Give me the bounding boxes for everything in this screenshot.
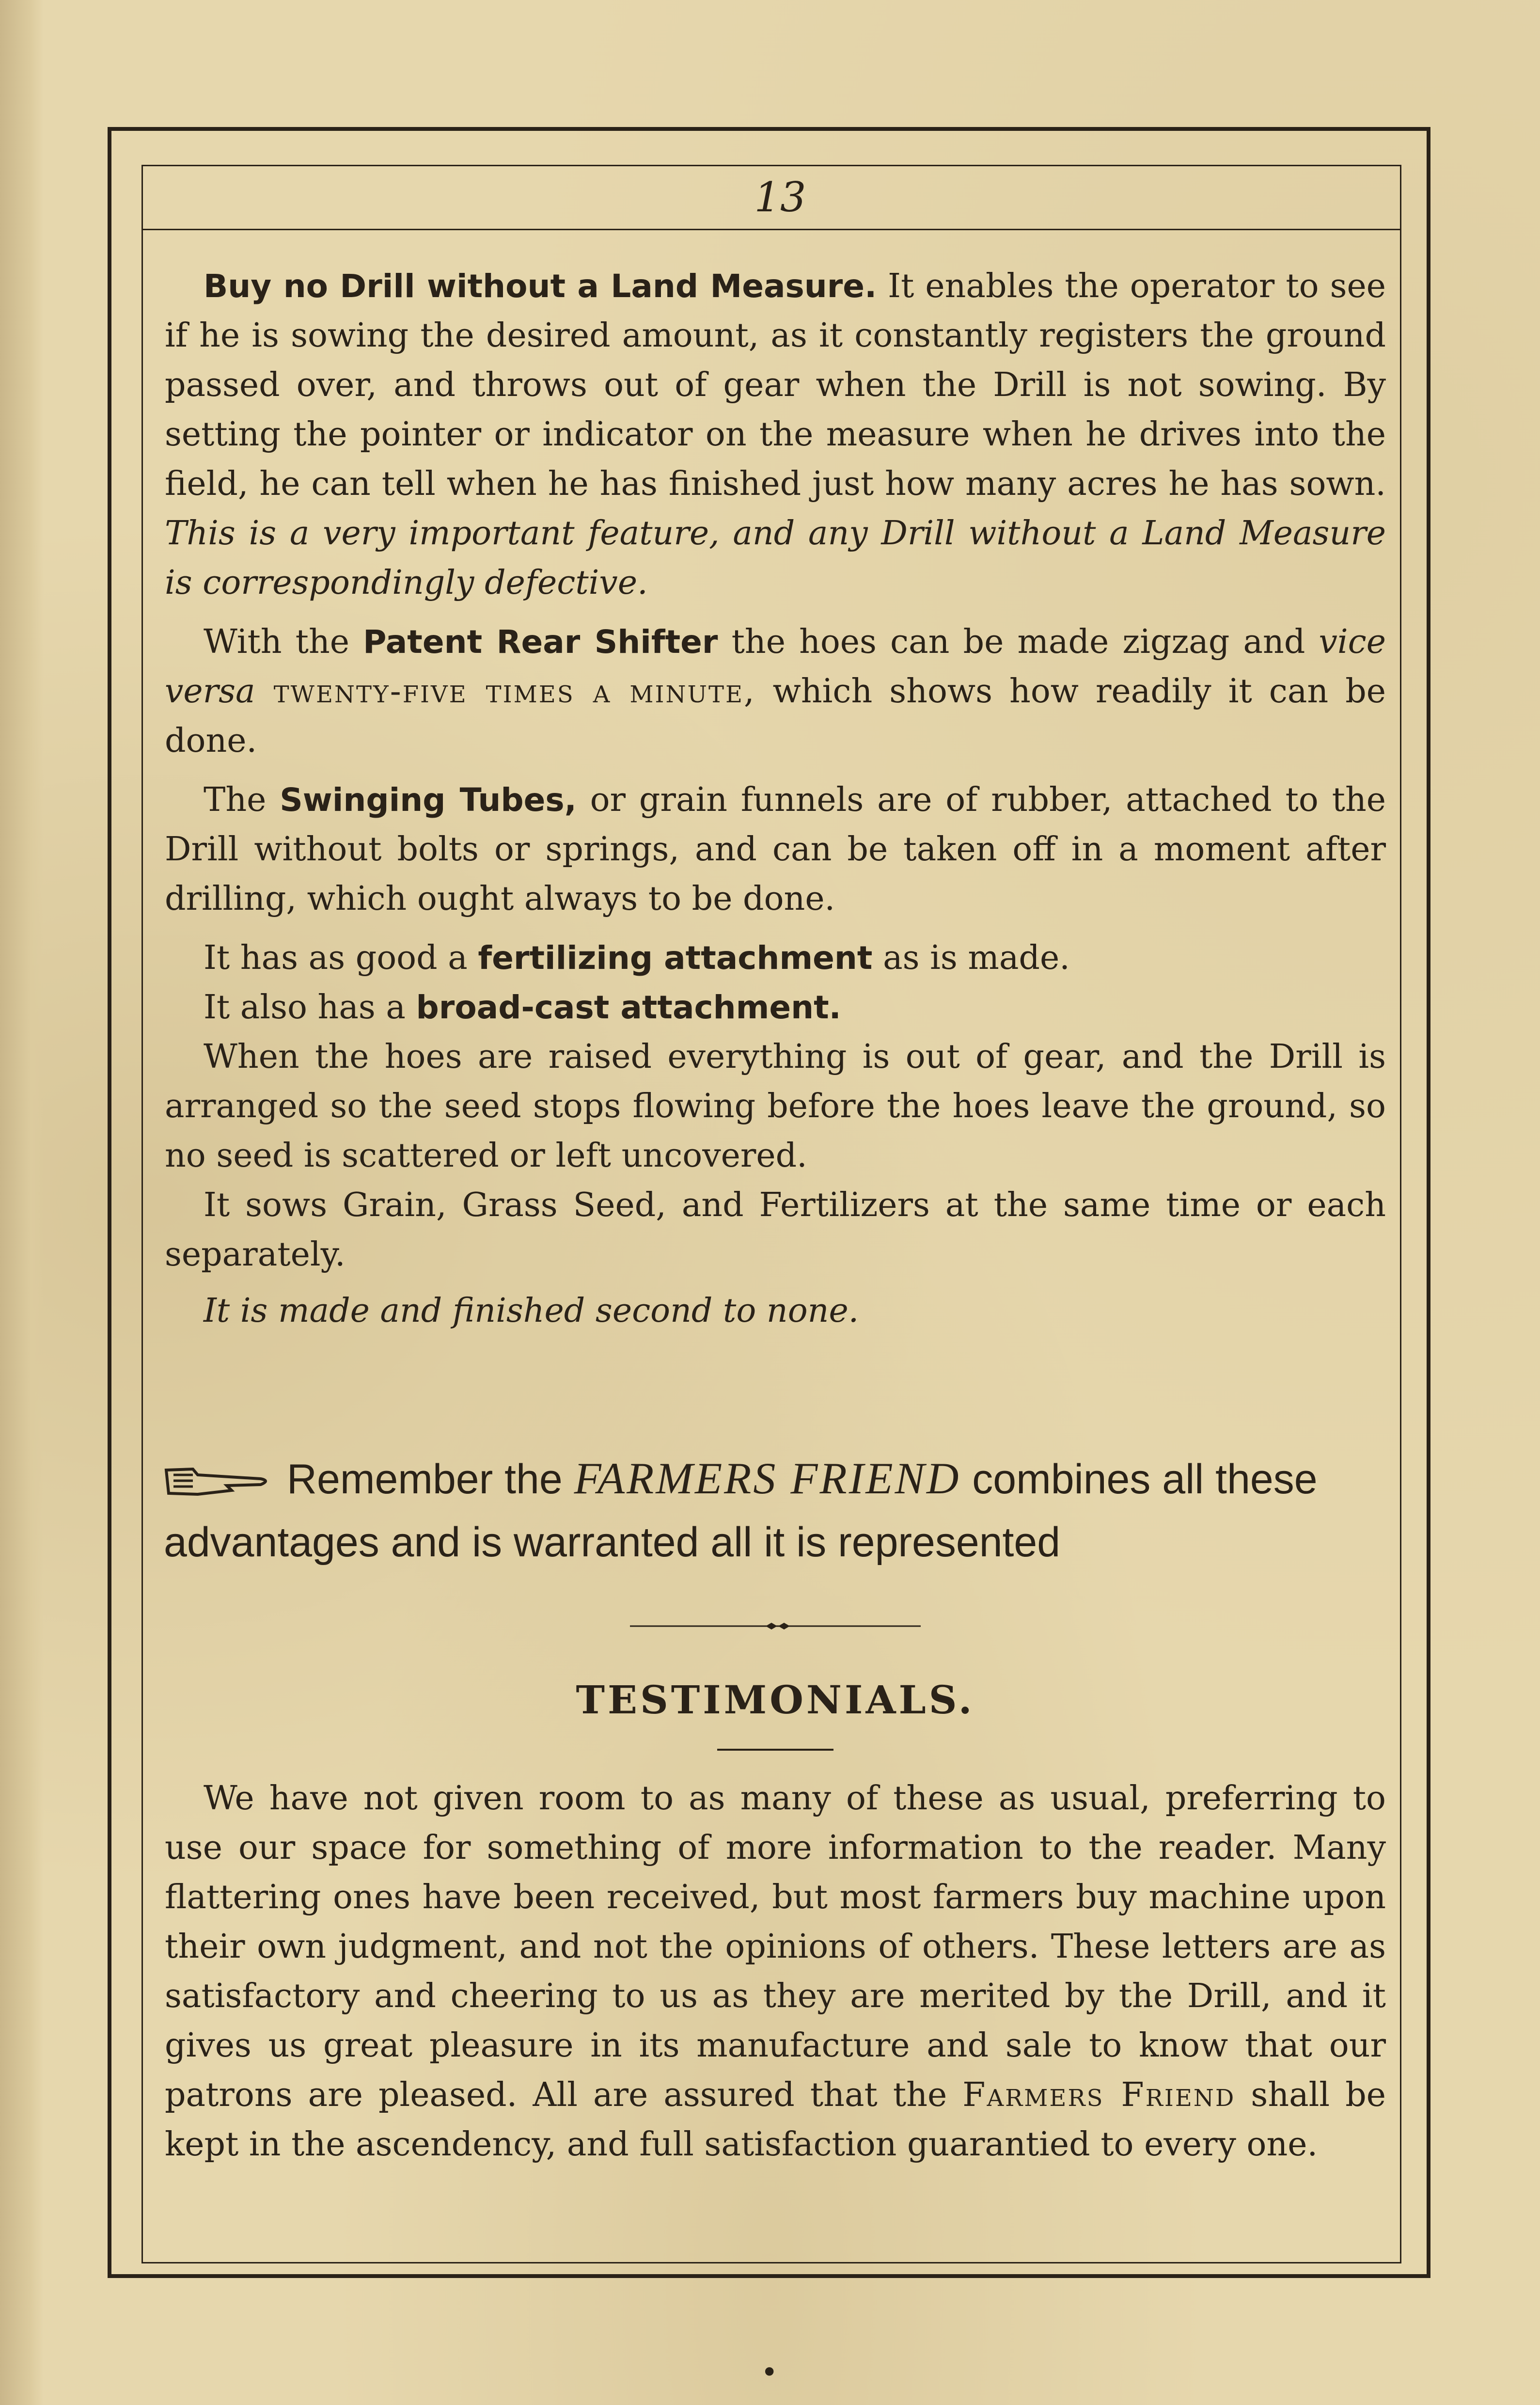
- bottom-mark: •: [761, 2356, 778, 2389]
- land-measure-paragraph: [165, 262, 1386, 608]
- swinging-tubes-post: or grain funnels are of rubber, attached to the Drill without bolts or springs, and can be taken off in a moment after drilling, which ought always to be done.: [165, 781, 1386, 918]
- fertilizing-pre: It has as good a: [204, 939, 478, 977]
- rear-shifter-pre: With the: [204, 623, 363, 661]
- remember-pre: Remember the: [286, 1456, 574, 1503]
- land-measure-italic: This is a very important feature, and any Drill without a Land Measure is correspondingly defective.: [165, 514, 1386, 602]
- ornament-divider: [630, 1621, 921, 1631]
- book-spine-shadow: [0, 0, 44, 2405]
- land-measure-text: It enables the operator to see if he is sowing the desired amount, as it constantly registers the ground passed over, and throws out of gear when the Drill is not sowing. By setting the pointer or indicator on the measure when he drives into the field, he can tell when he has finished just how many acres he has sown.: [165, 267, 1386, 503]
- swinging-tubes-paragraph: [165, 775, 1386, 924]
- rear-shifter-italic: vice versa: [165, 623, 1386, 711]
- hoes-raised-paragraph: When the hoes are raised everything is out of gear, and the Drill is arranged so the seed stops flowing before the hoes leave the ground, so no seed is scattered or left uncovered.: [165, 1038, 1386, 1175]
- rear-shifter-mid: the hoes can be made zigzag and: [718, 623, 1319, 661]
- rear-shifter-bold: Patent Rear Shifter: [363, 623, 718, 661]
- header-rule: [141, 229, 1401, 230]
- testimonials-brand: Farmers Friend: [962, 2076, 1236, 2114]
- testimonials-paragraph: [165, 1774, 1386, 2169]
- land-measure-lead: Buy no Drill without a Land Measure.: [204, 268, 877, 305]
- pointing-hand-icon: [164, 1465, 275, 1499]
- rear-shifter-post: which shows how readily it can be done.: [165, 672, 1386, 760]
- finished-paragraph: It is made and finished second to none.: [204, 1292, 859, 1330]
- rear-shifter-paragraph: [165, 617, 1386, 766]
- swinging-tubes-pre: The: [204, 781, 280, 819]
- remember-notice: [164, 1447, 1395, 1574]
- sows-paragraph: It sows Grain, Grass Seed, and Fertilizers at the same time or each separately.: [165, 1186, 1386, 1274]
- testimonials-post: shall be kept in the ascendency, and full satisfaction guarantied to every one.: [165, 2076, 1386, 2164]
- remember-post: combines all these advantages and is warranted all it is represented: [164, 1456, 1318, 1566]
- testimonials-pre: We have not given room to as many of these as usual, preferring to use our space for something of more information to the reader. Many flattering ones have been received, but most farmers buy machine upon their own judgment, and not the opinions of others. These letters are as satisfactory and cheering to us as they are merited by the Drill, and it gives us great pleasure in its manufacture and sale to know that our patrons are pleased. All are assured that the: [165, 1779, 1386, 2114]
- broadcast-pre: It also has a: [204, 988, 416, 1027]
- broadcast-bold: broad-cast attachment.: [416, 989, 841, 1026]
- broadcast-paragraph: [165, 983, 1386, 1032]
- page-number: 13: [754, 174, 806, 221]
- testimonials-section: [165, 1774, 1386, 2169]
- swinging-tubes-bold: Swinging Tubes,: [280, 781, 577, 819]
- testimonials-title: TESTIMONIALS.: [576, 1677, 975, 1723]
- rear-shifter-smallcaps: twenty-five times a minute,: [255, 672, 756, 711]
- fertilizing-paragraph: [165, 934, 1386, 983]
- testimonials-rule: [717, 1749, 833, 1751]
- fertilizing-bold: fertilizing attachment: [478, 939, 873, 977]
- features-section: [165, 262, 1386, 1336]
- fertilizing-post: as is made.: [872, 939, 1070, 977]
- remember-brand: FARMERS FRIEND: [574, 1454, 961, 1503]
